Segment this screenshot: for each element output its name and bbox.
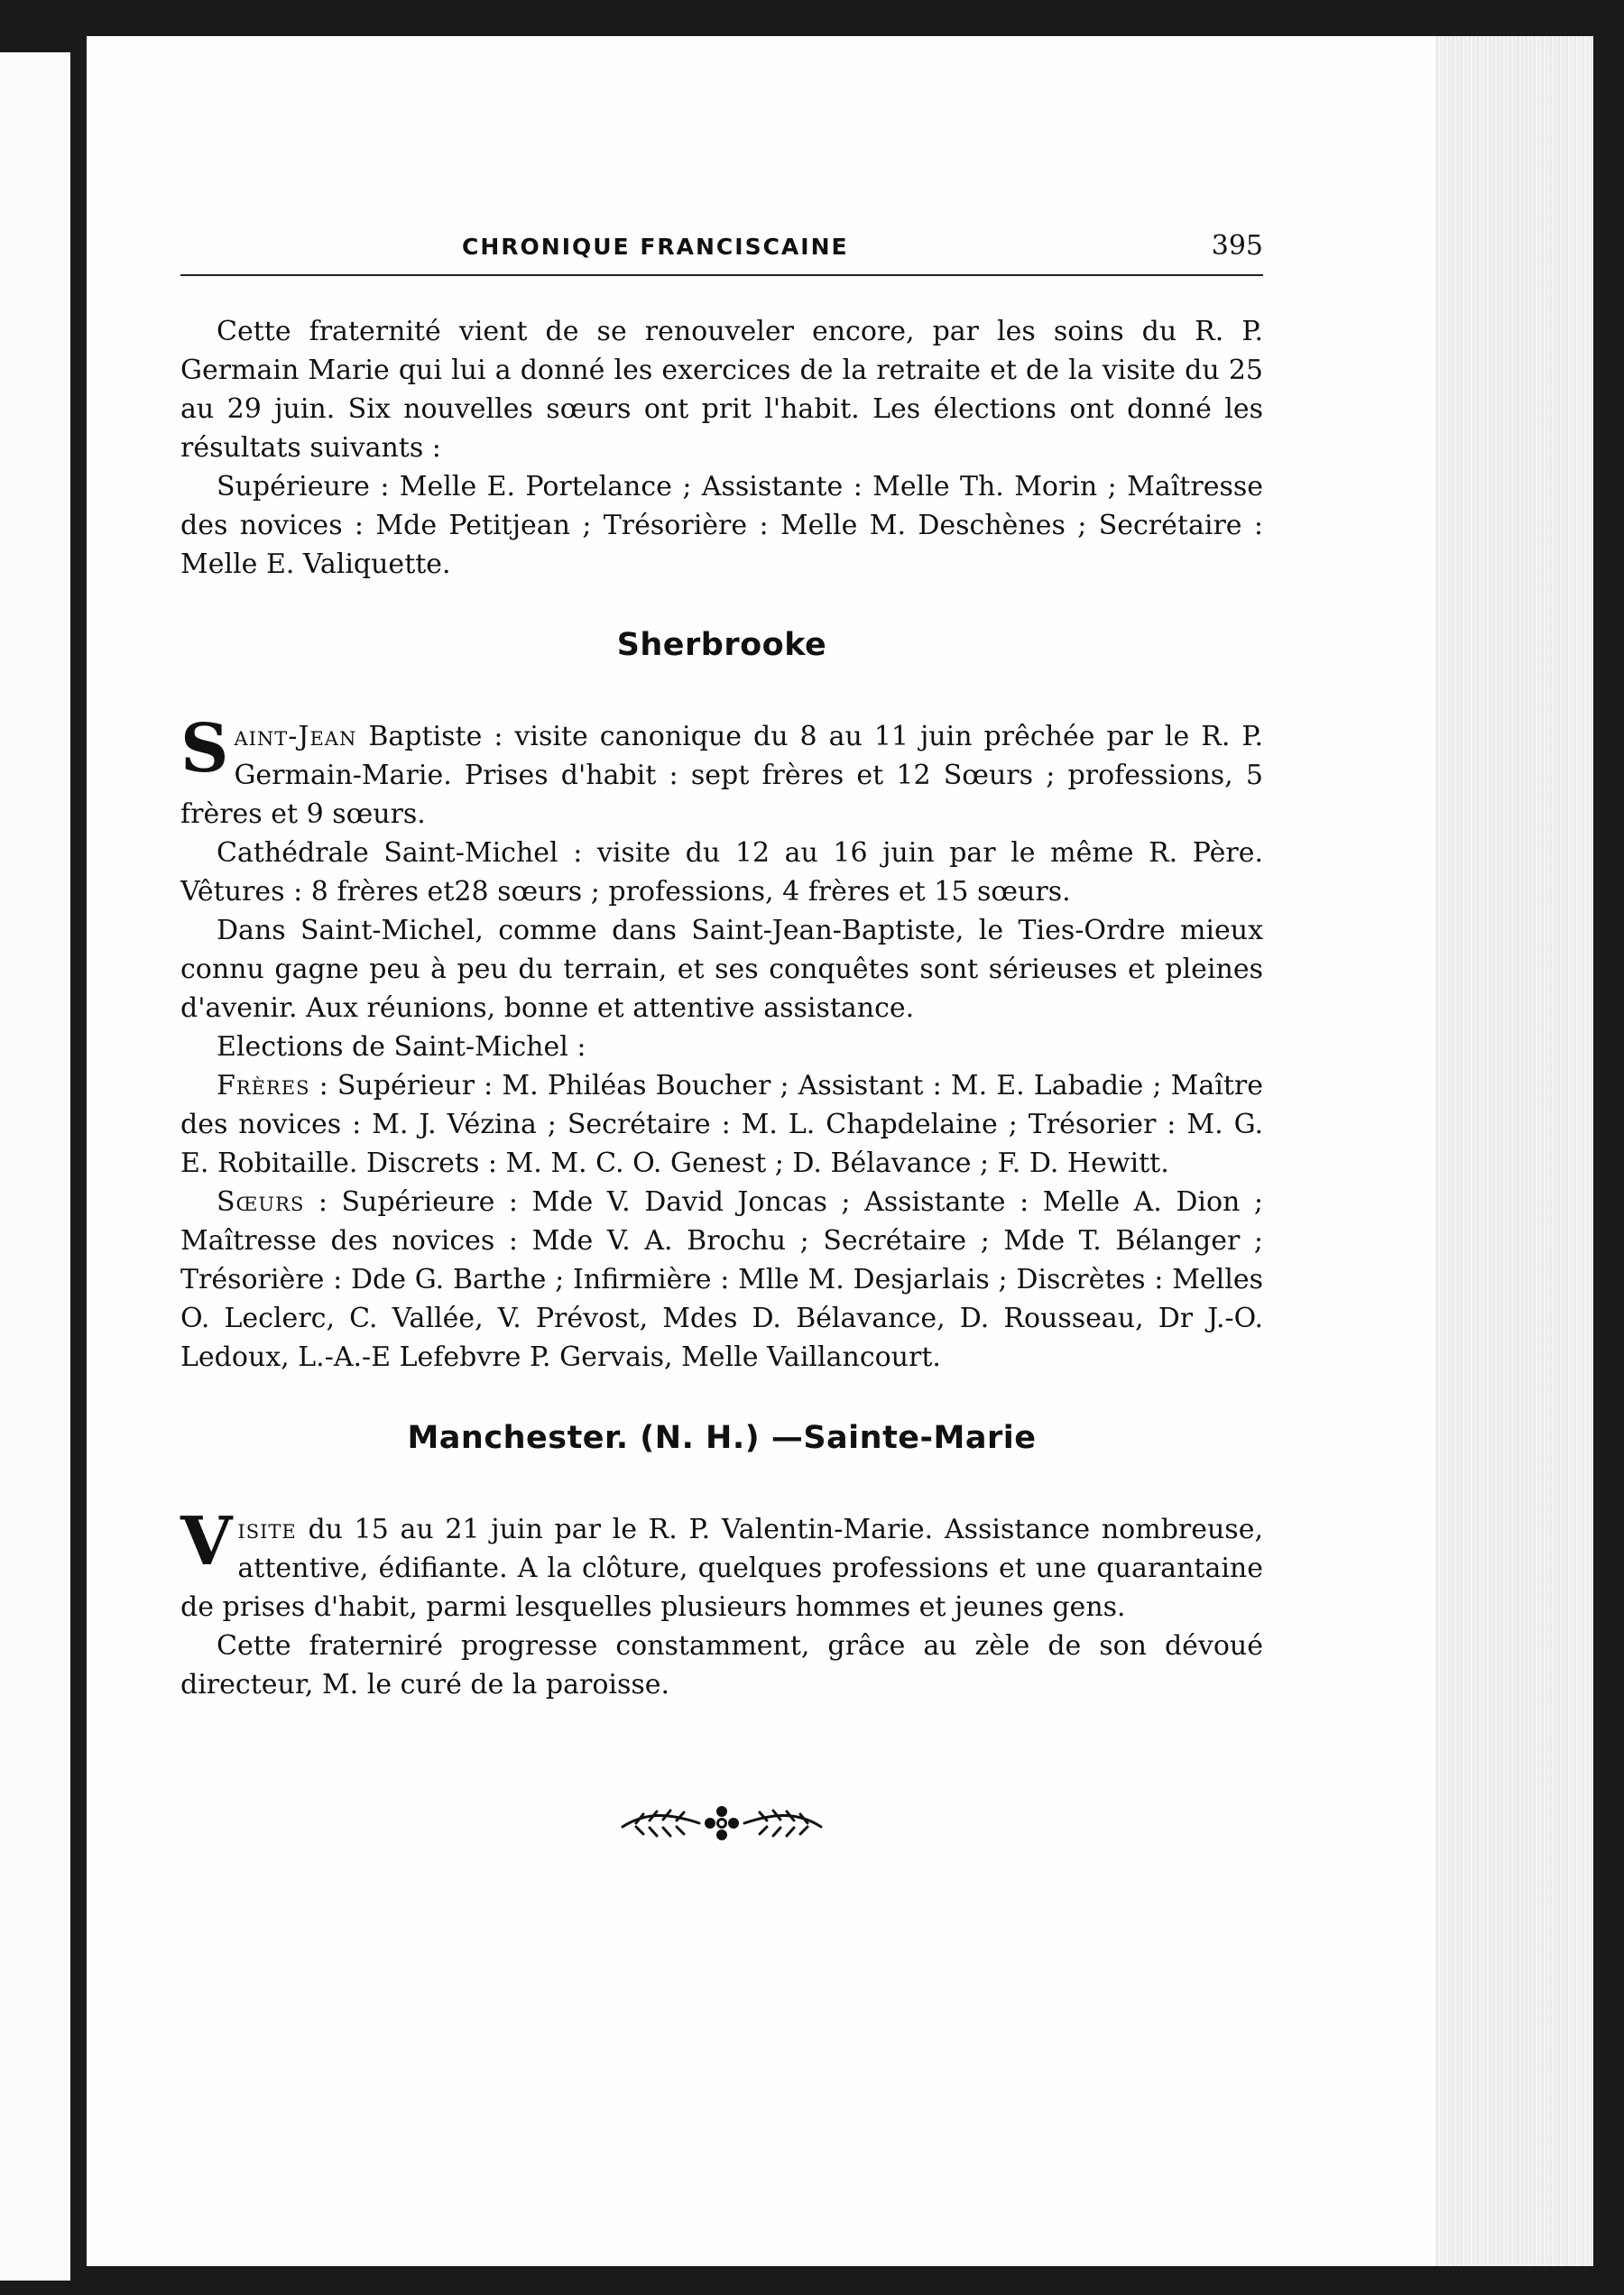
- lead-word-visite: isite: [237, 1514, 297, 1545]
- fleuron-ornament-icon: [180, 1803, 1263, 1847]
- soeurs-text: : Supérieure : Mde V. David Joncas ; Assistante : Melle A. Dion ; Maîtresse des novices : Mde V. A. Brochu ; Secrétaire ; Mde T. Bélanger ; Trésorière : Dde G. Barthe ; Infirmière : Mlle M. Desjarlais ; Discrètes : Melles O. Leclerc, C. Vallée, V. Prévost, Mdes D. Bélavance, D. Rousseau, Dr J.-O. Ledoux, L.-A.-E Lefebvre P. Gervais, Melle Vaillancourt.: [180, 1186, 1263, 1373]
- page-stack-edges: [1435, 36, 1593, 2266]
- dropcap-v: V: [180, 1503, 233, 1581]
- soeurs-paragraph: [180, 1183, 1263, 1377]
- freres-paragraph: [180, 1066, 1263, 1183]
- intro-paragraph-2: Supérieure : Melle E. Portelance ; Assistante : Melle Th. Morin ; Maîtresse des novices : Mde Petitjean ; Trésorière : Melle M. Deschènes ; Secrétaire : Melle E. Valiquette.: [180, 471, 1263, 580]
- manchester-paragraph-2: Cette fraterniré progresse constamment, grâce au zèle de son dévoué directeur, M. le curé de la paroisse.: [180, 1630, 1263, 1701]
- soeurs-label: Sœurs: [217, 1186, 305, 1218]
- section-heading-manchester: Manchester. (N. H.) —Sainte-Marie: [407, 1420, 1037, 1456]
- lead-word-saint-jean: aint-Jean: [234, 721, 357, 752]
- sherbrooke-paragraph-1-text: Baptiste : visite canonique du 8 au 11 juin prêchée par le R. P. Germain-Marie. Prises d'habit : sept frères et 12 Sœurs ; professions, 5 frères et 9 sœurs.: [180, 721, 1263, 830]
- freres-label: Frères: [217, 1070, 310, 1101]
- sherbrooke-paragraph-2: Cathédrale Saint-Michel : visite du 12 au 16 juin par le même R. Père. Vêtures : 8 frères et28 sœurs ; professions, 4 frères et 15 sœurs.: [180, 837, 1263, 908]
- fleuron-ornament-svg: [618, 1803, 826, 1843]
- running-title: CHRONIQUE FRANCISCAINE: [462, 234, 849, 260]
- dropcap-s: S: [180, 710, 229, 788]
- adjacent-page-edge: [0, 52, 70, 2281]
- manchester-paragraph-1-text: du 15 au 21 juin par le R. P. Valentin-Marie. Assistance nombreuse, attentive, édifiante. A la clôture, quelques professions et une quarantaine de prises d'habit, parmi lesquelles plusieurs hommes et jeunes gens.: [180, 1514, 1263, 1623]
- freres-text: : Supérieur : M. Philéas Boucher ; Assistant : M. E. Labadie ; Maître des novices : M. J. Vézina ; Secrétaire : M. L. Chapdelaine ; Trésorier : M. G. E. Robitaille. Discrets : M. M. C. O. Genest ; D. Bélavance ; F. D. Hewitt.: [180, 1070, 1263, 1179]
- section-heading-sherbrooke: Sherbrooke: [616, 627, 827, 663]
- running-header: [180, 230, 1263, 276]
- page-number: 395: [1211, 230, 1263, 262]
- text-block: [180, 230, 1263, 1847]
- book-page: [87, 36, 1593, 2266]
- sherbrooke-paragraph-1: [180, 710, 1263, 834]
- sherbrooke-paragraph-4: Elections de Saint-Michel :: [217, 1031, 586, 1063]
- sherbrooke-paragraph-3: Dans Saint-Michel, comme dans Saint-Jean-Baptiste, le Ties-Ordre mieux connu gagne peu à peu du terrain, et ses conquêtes sont sérieuses et pleines d'avenir. Aux réunions, bonne et attentive assistance.: [180, 915, 1263, 1024]
- intro-paragraph-1: Cette fraternité vient de se renouveler encore, par les soins du R. P. Germain Marie qui lui a donné les exercices de la retraite et de la visite du 25 au 29 juin. Six nouvelles sœurs ont prit l'habit. Les élections ont donné les résultats suivants :: [180, 316, 1263, 464]
- manchester-paragraph-1: [180, 1503, 1263, 1627]
